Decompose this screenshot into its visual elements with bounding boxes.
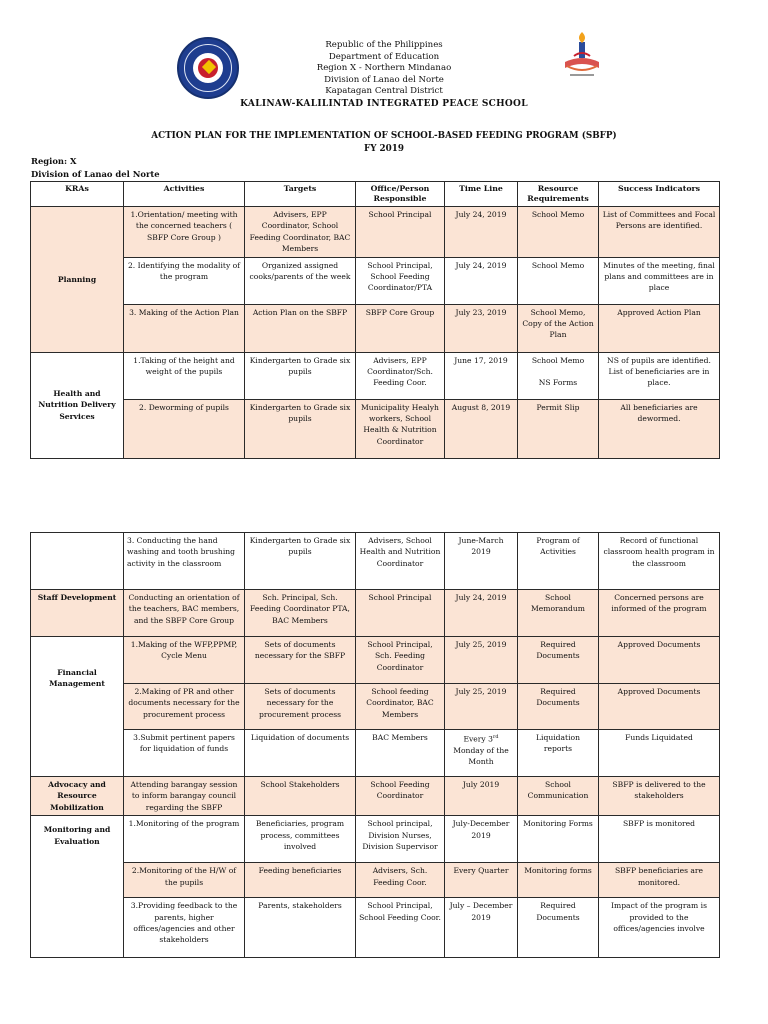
- table-cell: All beneficiaries are dewormed.: [599, 399, 720, 458]
- header-line: Region X - Northern Mindanao: [316, 63, 452, 73]
- table-cell: [445, 730, 518, 777]
- table-row: [31, 898, 720, 958]
- kra-cell: Monitoring and Evaluation: [31, 816, 124, 958]
- table-cell: Required Documents: [518, 637, 599, 684]
- table-cell: Conducting an orientation of the teachers, BAC members, and the SBFP Core Group: [124, 590, 245, 637]
- table-cell: School Principal: [356, 207, 445, 258]
- table-cell: Approved Documents: [599, 637, 720, 684]
- table-cell: July 2019: [445, 777, 518, 816]
- table-cell: Kindergarten to Grade six pupils: [245, 533, 356, 590]
- table-cell: Sch. Principal, Sch. Feeding Coordinator PTA, BAC Members: [245, 590, 356, 637]
- column-header: Activities: [124, 182, 245, 207]
- table-row: [31, 352, 720, 399]
- table-cell: SBFP Core Group: [356, 304, 445, 352]
- table-cell: Action Plan on the SBFP: [245, 304, 356, 352]
- header-line: Republic of the Philippines: [325, 40, 443, 50]
- header-line: Division of Lanao del Norte: [324, 74, 444, 85]
- table-cell: School Memo: [518, 257, 599, 304]
- table-cell: 3. Conducting the hand washing and tooth brushing activity in the classroom: [124, 533, 245, 590]
- table-cell: Advisers, School Health and Nutrition Coordinator: [356, 533, 445, 590]
- table-row: [31, 777, 720, 816]
- table-cell: July 23, 2019: [445, 304, 518, 352]
- table-cell: Advisers, Sch. Feeding Coor.: [356, 863, 445, 898]
- table-cell: 3.Providing feedback to the parents, higher offices/agencies and other stakeholders: [124, 898, 245, 958]
- table-cell: 2.Monitoring of the H/W of the pupils: [124, 863, 245, 898]
- table-row: [31, 533, 720, 590]
- kra-cell: Advocacy and Resource Mobilization: [31, 777, 124, 816]
- timeline-rest: Monday of the Month: [453, 745, 509, 767]
- table-cell: Kindergarten to Grade six pupils: [245, 399, 356, 458]
- table-cell: 1.Monitoring of the program: [124, 816, 245, 863]
- table-row: [31, 684, 720, 730]
- table-cell: Sets of documents necessary for the SBFP: [245, 637, 356, 684]
- column-header: Success Indicators: [599, 182, 720, 207]
- column-header: Resource Requirements: [518, 182, 599, 207]
- column-header: KRAs: [31, 182, 124, 207]
- table-cell: Funds Liquidated: [599, 730, 720, 777]
- table-cell: Minutes of the meeting, final plans and committees are in place: [599, 257, 720, 304]
- table-cell: Liquidation reports: [518, 730, 599, 777]
- table-cell: Approved Documents: [599, 684, 720, 730]
- table-cell: Advisers, EPP Coordinator, School Feeding Coordinator, BAC Members: [245, 207, 356, 258]
- document-title: [0, 130, 768, 155]
- action-plan-table-1: [30, 181, 720, 459]
- table-cell: School Memorandum: [518, 590, 599, 637]
- table-cell: Monitoring forms: [518, 863, 599, 898]
- table-cell: 3.Submit pertinent papers for liquidation of funds: [124, 730, 245, 777]
- table-row: [31, 207, 720, 258]
- table-cell: Feeding beneficiaries: [245, 863, 356, 898]
- table-cell: Sets of documents necessary for the procurement process: [245, 684, 356, 730]
- column-header: Office/Person Responsible: [356, 182, 445, 207]
- table-cell: Monitoring Forms: [518, 816, 599, 863]
- table-cell: Permit Slip: [518, 399, 599, 458]
- table-cell: School Communication: [518, 777, 599, 816]
- table-cell: June-March 2019: [445, 533, 518, 590]
- table-cell: 1.Taking of the height and weight of the pupils: [124, 352, 245, 399]
- table-cell: List of Committees and Focal Persons are identified.: [599, 207, 720, 258]
- table-cell: SBFP is delivered to the stakeholders: [599, 777, 720, 816]
- table-cell: School Principal, Sch. Feeding Coordinator: [356, 637, 445, 684]
- table-row: [31, 863, 720, 898]
- table-cell: August 8, 2019: [445, 399, 518, 458]
- table-cell: School Memo NS Forms: [518, 352, 599, 399]
- kra-cell: Health and Nutrition Delivery Services: [31, 352, 124, 458]
- table-row: [31, 590, 720, 637]
- table-cell: School Memo, Copy of the Action Plan: [518, 304, 599, 352]
- table-cell: School principal, Division Nurses, Division Supervisor: [356, 816, 445, 863]
- table-row: [31, 304, 720, 352]
- title-line-2: FY 2019: [363, 143, 405, 154]
- table-cell: Municipality Healyh workers, School Health & Nutrition Coordinator: [356, 399, 445, 458]
- table-cell: 1.Making of the WFP,PPMP, Cycle Menu: [124, 637, 245, 684]
- table-header-row: [31, 182, 720, 207]
- table-cell: Beneficiaries, program process, committees involved: [245, 816, 356, 863]
- table-cell: Required Documents: [518, 898, 599, 958]
- table-cell: June 17, 2019: [445, 352, 518, 399]
- division-label: Division of Lanao del Norte: [31, 169, 160, 179]
- school-name: KALINAW-KALILINTAD INTEGRATED PEACE SCHOOL: [240, 98, 528, 109]
- table-cell: School feeding Coordinator, BAC Members: [356, 684, 445, 730]
- table-cell: July 24, 2019: [445, 590, 518, 637]
- table-row: [31, 637, 720, 684]
- table-cell: School Principal, School Feeding Coor.: [356, 898, 445, 958]
- title-line-1: ACTION PLAN FOR THE IMPLEMENTATION OF SCHOOL-BASED FEEDING PROGRAM (SBFP): [151, 131, 617, 141]
- table-cell: 2.Making of PR and other documents necessary for the procurement process: [124, 684, 245, 730]
- table-cell: Liquidation of documents: [245, 730, 356, 777]
- table-cell: July 24, 2019: [445, 207, 518, 258]
- table-cell: Required Documents: [518, 684, 599, 730]
- table-row: [31, 816, 720, 863]
- table-row: [31, 257, 720, 304]
- table-cell: Attending barangay session to inform barangay council regarding the SBFP: [124, 777, 245, 816]
- table-cell: SBFP beneficiaries are monitored.: [599, 863, 720, 898]
- table-cell: July-December 2019: [445, 816, 518, 863]
- region-label: Region: X: [31, 156, 77, 166]
- table-cell: Concerned persons are informed of the program: [599, 590, 720, 637]
- table-cell: Approved Action Plan: [599, 304, 720, 352]
- table-cell: NS of pupils are identified. List of beneficiaries are in place.: [599, 352, 720, 399]
- table-cell: Organized assigned cooks/parents of the week: [245, 257, 356, 304]
- table-cell: School Principal, School Feeding Coordinator/PTA: [356, 257, 445, 304]
- table-cell: SBFP is monitored: [599, 816, 720, 863]
- table-cell: Advisers, EPP Coordinator/Sch. Feeding Coor.: [356, 352, 445, 399]
- table-cell: Record of functional classroom health program in the classroom: [599, 533, 720, 590]
- letterhead: [0, 40, 768, 110]
- table-cell: School Memo: [518, 207, 599, 258]
- table-cell: School Stakeholders: [245, 777, 356, 816]
- table-row: [31, 730, 720, 777]
- table-cell: Impact of the program is provided to the offices/agencies involve: [599, 898, 720, 958]
- table-cell: School Principal: [356, 590, 445, 637]
- table-cell: 2. Identifying the modality of the program: [124, 257, 245, 304]
- table-cell: Kindergarten to Grade six pupils: [245, 352, 356, 399]
- table-cell: Every Quarter: [445, 863, 518, 898]
- timeline-prefix: Every 3: [463, 734, 493, 744]
- table-cell: 2. Deworming of pupils: [124, 399, 245, 458]
- table-cell: July – December 2019: [445, 898, 518, 958]
- table-row: [31, 399, 720, 458]
- column-header: Time Line: [445, 182, 518, 207]
- kra-cell: Planning: [31, 207, 124, 353]
- table-cell: 3. Making of the Action Plan: [124, 304, 245, 352]
- column-header: Targets: [245, 182, 356, 207]
- table-cell: Program of Activities: [518, 533, 599, 590]
- table-cell: July 25, 2019: [445, 637, 518, 684]
- table-cell: July 24, 2019: [445, 257, 518, 304]
- kra-cell: Financial Management: [31, 637, 124, 777]
- timeline-suffix: rd: [492, 734, 499, 740]
- kra-cell: [31, 533, 124, 590]
- table-cell: BAC Members: [356, 730, 445, 777]
- table-cell: School Feeding Coordinator: [356, 777, 445, 816]
- action-plan-table-2: [30, 532, 720, 958]
- header-line: Kapatagan Central District: [325, 86, 443, 96]
- table-cell: Parents, stakeholders: [245, 898, 356, 958]
- header-line: Department of Education: [328, 51, 440, 62]
- table-cell: 1.Orientation/ meeting with the concerned teachers ( SBFP Core Group ): [124, 207, 245, 258]
- table-cell: July 25, 2019: [445, 684, 518, 730]
- kra-cell: Staff Development: [31, 590, 124, 637]
